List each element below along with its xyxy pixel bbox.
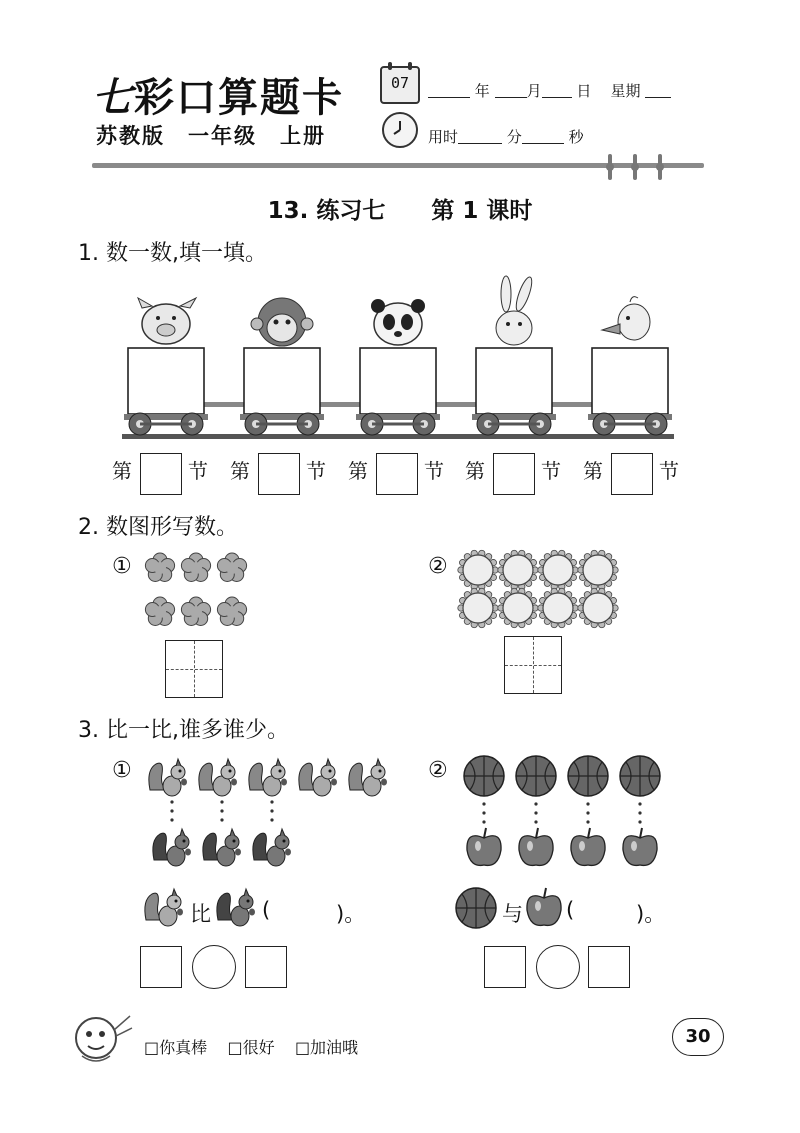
car-label-suffix: 节 [541, 459, 561, 483]
self-evaluation [144, 1035, 358, 1058]
q2-part2-marker: ② [428, 554, 448, 579]
compare-number-box[interactable] [484, 946, 526, 988]
train-illustration [118, 278, 678, 448]
day-label: 日 [576, 82, 592, 100]
week-blank[interactable] [645, 83, 671, 98]
question-2-title: 2. 数图形写数。 [78, 515, 238, 540]
date-line [428, 80, 671, 101]
pig-icon [138, 298, 196, 344]
squirrel-comparison [142, 752, 402, 872]
question-1-title: 1. 数一数,填一填。 [78, 241, 267, 266]
car-label-prefix: 第 [348, 459, 368, 483]
flower-icon [145, 553, 174, 581]
train-car-rabbit [472, 275, 556, 435]
gear-circle-icon [538, 550, 578, 590]
compare-number-box[interactable] [588, 946, 630, 988]
brand-title [92, 66, 344, 123]
car-number-box[interactable] [258, 453, 300, 495]
gear-circle-icon [458, 550, 498, 590]
calendar-day: 07 [390, 74, 410, 92]
flower-icon [145, 597, 174, 625]
lesson-title: 13. 练习七 第 1 课时 [267, 198, 533, 224]
compare-symbol-circle[interactable] [536, 945, 580, 989]
gear-circle-icon [498, 550, 538, 590]
edition-label: 苏教版 一年级 上册 [96, 124, 326, 148]
apple-icon [571, 828, 605, 865]
train-car-panda [356, 299, 440, 435]
train-car-monkey [240, 298, 324, 435]
brand-rest: 彩口算题卡 [134, 75, 344, 121]
calendar-icon [380, 66, 420, 104]
paren-open-1: ( [262, 898, 271, 922]
car-number-box[interactable] [376, 453, 418, 495]
week-label: 星期 [610, 82, 641, 100]
squirrel-icon [203, 829, 241, 866]
squirrel-icon [217, 889, 255, 926]
basketball-apple-comparison [458, 752, 678, 872]
basketball-icon [516, 756, 556, 796]
gear-circle-icon [498, 588, 538, 628]
apple-icon [526, 884, 566, 930]
squirrel-icon [199, 759, 237, 796]
squirrel-icon [145, 889, 183, 926]
clock-icon [382, 112, 418, 148]
car-label-suffix: 节 [659, 459, 679, 483]
compare-word-1: 比 [190, 902, 211, 926]
year-blank[interactable] [428, 83, 470, 98]
car-label-prefix: 第 [465, 459, 485, 483]
compare-word-2: 与 [502, 902, 523, 926]
question-3-title: 3. 比一比,谁多谁少。 [78, 718, 289, 743]
page-number: 30 [672, 1018, 724, 1056]
basketball-icon [568, 756, 608, 796]
brand-first-char: 七 [92, 74, 134, 121]
paren-open-2: ( [566, 898, 575, 922]
gear-circle-icon [458, 588, 498, 628]
q2-answer-box-1[interactable] [165, 640, 223, 698]
q3-part1-marker: ① [112, 758, 132, 783]
monkey-icon [251, 298, 313, 346]
answer-blank-1[interactable] [280, 898, 330, 926]
minute-blank[interactable] [458, 129, 502, 144]
car-number-box[interactable] [611, 453, 653, 495]
car-label-prefix: 第 [112, 459, 132, 483]
eval-option-keep-going[interactable]: □加油哦 [294, 1038, 359, 1057]
car-label-prefix: 第 [230, 459, 250, 483]
flower-icon [181, 597, 210, 625]
gear-circle-icon [538, 588, 578, 628]
squirrel-icon [149, 759, 187, 796]
car-number-box[interactable] [493, 453, 535, 495]
flower-icon [181, 553, 210, 581]
mascot-icon [68, 1008, 138, 1068]
gear-circle-icon [578, 588, 618, 628]
squirrel-icon [349, 759, 387, 796]
flower-icon [217, 553, 246, 581]
squirrel-icon [299, 759, 337, 796]
squirrel-icon [253, 829, 291, 866]
gear-circle-icon [578, 550, 618, 590]
time-label: 用时 [428, 128, 459, 146]
car-label-suffix: 节 [306, 459, 326, 483]
train-car-duck [588, 297, 672, 435]
duck-icon [602, 297, 650, 340]
q2-part1-marker: ① [112, 554, 132, 579]
minute-label: 分 [506, 128, 522, 146]
apple-icon [527, 888, 561, 925]
car-number-box[interactable] [140, 453, 182, 495]
day-blank[interactable] [542, 83, 572, 98]
squirrel-icon [249, 759, 287, 796]
rabbit-icon [496, 275, 535, 345]
basketball-icon [464, 756, 504, 796]
squirrel-icon [153, 829, 191, 866]
basketball-icon [456, 888, 496, 928]
apple-icon [623, 828, 657, 865]
eval-option-great[interactable]: □你真棒 [144, 1038, 208, 1057]
eval-option-good[interactable]: □很好 [227, 1038, 275, 1057]
squirrel-icon [140, 884, 190, 930]
apple-icon [467, 828, 501, 865]
second-label: 秒 [568, 128, 584, 146]
month-blank[interactable] [495, 83, 527, 98]
gear-shape-group [456, 550, 626, 640]
paren-close-1: )。 [336, 902, 366, 926]
flower-icon [217, 597, 246, 625]
compare-number-box[interactable] [245, 946, 287, 988]
car-label-prefix: 第 [583, 459, 603, 483]
basketball-icon [620, 756, 660, 796]
q2-answer-box-2[interactable] [504, 636, 562, 694]
compare-number-box[interactable] [140, 946, 182, 988]
flower-group [142, 550, 282, 640]
paren-close-2: )。 [636, 902, 666, 926]
month-label: 月 [526, 82, 542, 100]
basketball-icon [452, 884, 502, 930]
compare-symbol-circle[interactable] [192, 945, 236, 989]
squirrel-icon [212, 884, 262, 930]
apple-icon [519, 828, 553, 865]
q3-part2-marker: ② [428, 758, 448, 783]
time-line [428, 126, 584, 147]
panda-icon [371, 299, 425, 345]
car-label-suffix: 节 [424, 459, 444, 483]
train-car-pig [124, 298, 208, 435]
second-blank[interactable] [522, 129, 564, 144]
answer-blank-2[interactable] [584, 898, 632, 926]
car-label-suffix: 节 [188, 459, 208, 483]
divider-pegs [600, 154, 680, 184]
year-label: 年 [474, 82, 490, 100]
